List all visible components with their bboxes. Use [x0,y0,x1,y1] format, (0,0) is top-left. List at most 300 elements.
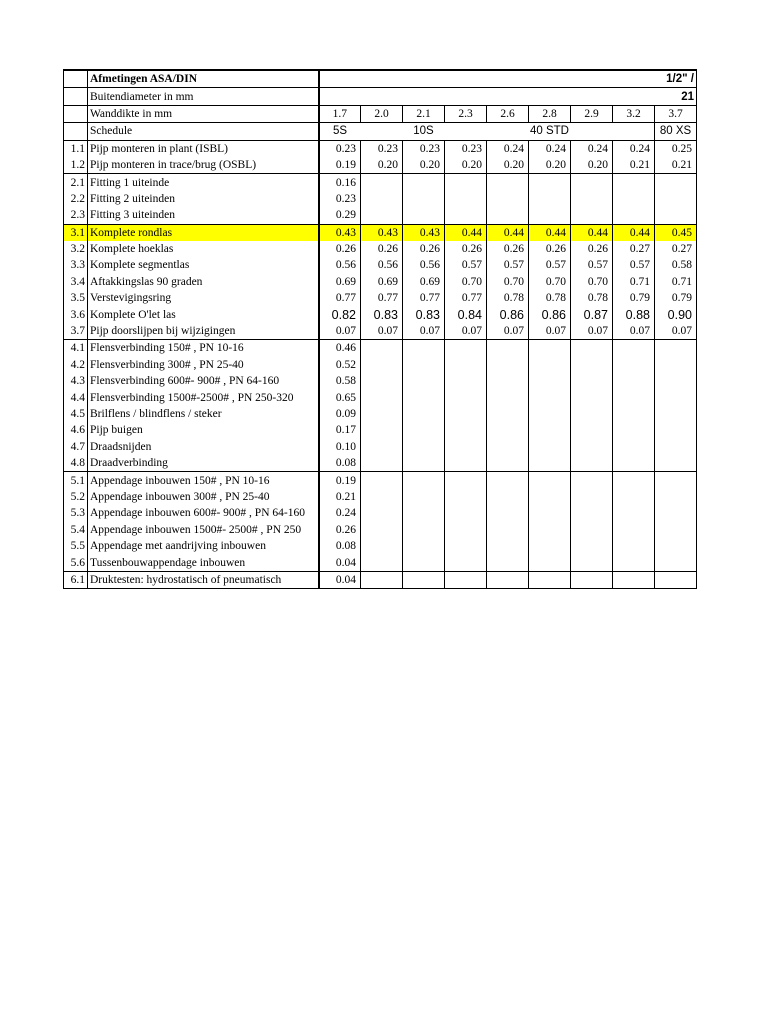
row-value [571,357,613,373]
row-value: 0.26 [487,241,529,257]
row-value [445,174,487,191]
row-value [655,422,697,438]
table-row [64,274,697,290]
row-value: 0.27 [655,241,697,257]
row-value: 0.29 [319,207,361,224]
row-value: 0.57 [571,257,613,273]
row-value: 0.21 [319,489,361,505]
row-value [403,406,445,422]
row-value [655,207,697,224]
row-id: 3.4 [64,274,88,290]
row-value [445,554,487,571]
row-value [529,191,571,207]
row-value [529,373,571,389]
row-value: 0.78 [571,290,613,306]
schedule-40-std: 40 STD [487,123,613,140]
row-value [487,554,529,571]
row-value [613,571,655,588]
row-value: 0.25 [655,140,697,157]
row-value: 0.69 [319,274,361,290]
row-value [361,455,403,472]
index-cell [64,88,88,105]
row-value [571,522,613,538]
row-value [487,174,529,191]
row-value [655,174,697,191]
row-label: Appendage inbouwen 600#- 900# , PN 64-160 [88,505,319,521]
row-id: 5.1 [64,472,88,489]
row-value [487,522,529,538]
row-value: 0.09 [319,406,361,422]
row-value [529,455,571,472]
row-value [655,489,697,505]
row-value: 0.86 [529,306,571,322]
row-value: 0.20 [361,157,403,174]
row-value: 0.07 [529,323,571,340]
table-row [64,323,697,340]
row-value: 0.57 [613,257,655,273]
row-id: 4.1 [64,340,88,357]
row-id: 3.3 [64,257,88,273]
row-value [361,406,403,422]
row-id: 4.5 [64,406,88,422]
row-value: 0.77 [361,290,403,306]
row-value: 0.44 [529,224,571,241]
row-value [613,439,655,455]
wall-value: 2.8 [529,105,571,122]
row-value: 0.08 [319,538,361,554]
row-value: 0.90 [655,306,697,322]
header-row-wall [64,105,697,122]
row-label: Fitting 3 uiteinden [88,207,319,224]
row-id: 4.2 [64,357,88,373]
row-value: 0.26 [571,241,613,257]
row-value [403,422,445,438]
row-value [403,357,445,373]
row-value: 0.20 [487,157,529,174]
row-id: 3.7 [64,323,88,340]
table-row [64,505,697,521]
table-row [64,489,697,505]
index-cell [64,105,88,122]
row-id: 1.2 [64,157,88,174]
row-value: 0.26 [403,241,445,257]
row-value: 0.23 [445,140,487,157]
row-value: 0.04 [319,571,361,588]
row-value [487,489,529,505]
row-value [655,357,697,373]
row-value: 0.20 [445,157,487,174]
row-value [487,439,529,455]
row-value [613,340,655,357]
wall-value: 2.9 [571,105,613,122]
row-value: 0.19 [319,157,361,174]
wall-value: 2.6 [487,105,529,122]
row-value [403,174,445,191]
table-row [64,357,697,373]
row-value [529,538,571,554]
row-value: 0.58 [319,373,361,389]
row-value [403,207,445,224]
row-label: Pijp doorslijpen bij wijzigingen [88,323,319,340]
row-value [613,538,655,554]
table-row [64,174,697,191]
row-id: 5.2 [64,489,88,505]
row-value [445,505,487,521]
row-value: 0.56 [403,257,445,273]
table-title: Afmetingen ASA/DIN [88,70,319,88]
row-value: 0.45 [655,224,697,241]
row-value [655,538,697,554]
row-value [487,455,529,472]
wall-value: 3.2 [613,105,655,122]
row-value [361,174,403,191]
row-label: Appendage met aandrijving inbouwen [88,538,319,554]
row-value [361,207,403,224]
row-value [445,538,487,554]
row-id: 3.6 [64,306,88,322]
row-value: 0.24 [613,140,655,157]
row-value [403,489,445,505]
row-value: 0.26 [319,241,361,257]
row-value: 0.43 [361,224,403,241]
row-value: 0.07 [319,323,361,340]
row-value: 0.70 [487,274,529,290]
row-value [403,505,445,521]
header-row-title [64,70,697,88]
row-label: Druktesten: hydrostatisch of pneumatisch [88,571,319,588]
row-value [529,406,571,422]
row-value: 0.43 [319,224,361,241]
row-value [655,522,697,538]
row-value [445,373,487,389]
row-id: 2.3 [64,207,88,224]
row-value: 0.17 [319,422,361,438]
row-value [445,191,487,207]
row-value: 0.79 [613,290,655,306]
row-value [529,422,571,438]
row-value [487,422,529,438]
row-value [403,373,445,389]
row-value [487,207,529,224]
outer-diameter-label: Buitendiameter in mm [88,88,319,105]
row-id: 2.2 [64,191,88,207]
row-value: 0.21 [655,157,697,174]
row-label: Pijp monteren in plant (ISBL) [88,140,319,157]
row-value [529,357,571,373]
table-row [64,306,697,322]
schedule-label: Schedule [88,123,319,140]
row-value [613,389,655,405]
wall-value: 1.7 [319,105,361,122]
table-row [64,472,697,489]
row-label: Pijp buigen [88,422,319,438]
row-value [361,538,403,554]
row-value: 0.10 [319,439,361,455]
table-row [64,191,697,207]
table-row [64,554,697,571]
row-value [613,174,655,191]
row-value [571,455,613,472]
row-id: 5.5 [64,538,88,554]
row-value: 0.16 [319,174,361,191]
row-value: 0.24 [571,140,613,157]
row-value [655,554,697,571]
table-row [64,439,697,455]
row-value [487,406,529,422]
row-id: 3.1 [64,224,88,241]
table-row [64,422,697,438]
row-label: Draadverbinding [88,455,319,472]
row-value [361,522,403,538]
wall-thickness-label: Wanddikte in mm [88,105,319,122]
row-value: 0.26 [445,241,487,257]
table-row [64,522,697,538]
row-value: 0.78 [529,290,571,306]
row-value [361,571,403,588]
row-value: 0.77 [403,290,445,306]
row-value: 0.77 [445,290,487,306]
row-value [655,340,697,357]
table-row [64,406,697,422]
row-value: 0.84 [445,306,487,322]
row-value [487,571,529,588]
row-value [445,340,487,357]
row-value [529,571,571,588]
row-value: 0.21 [613,157,655,174]
row-value [655,571,697,588]
row-id: 4.3 [64,373,88,389]
row-value [487,472,529,489]
row-value: 0.82 [319,306,361,322]
row-value [655,389,697,405]
row-value [571,340,613,357]
row-value: 0.52 [319,357,361,373]
row-value [613,207,655,224]
row-value [655,505,697,521]
row-value [403,538,445,554]
row-value [445,439,487,455]
row-value: 0.08 [319,455,361,472]
row-value [529,505,571,521]
row-value [487,389,529,405]
row-id: 4.4 [64,389,88,405]
row-value: 0.43 [403,224,445,241]
row-value [487,538,529,554]
table-row [64,207,697,224]
row-label: Appendage inbouwen 150# , PN 10-16 [88,472,319,489]
row-value [403,455,445,472]
table-row [64,157,697,174]
row-value [613,522,655,538]
row-value: 0.46 [319,340,361,357]
row-value [445,489,487,505]
row-value: 0.23 [319,191,361,207]
row-value [571,207,613,224]
row-label: Flensverbinding 150# , PN 10-16 [88,340,319,357]
row-value [403,522,445,538]
row-value [361,489,403,505]
row-value: 0.23 [403,140,445,157]
table-row [64,373,697,389]
row-value [403,439,445,455]
row-label: Flensverbinding 600#- 900# , PN 64-160 [88,373,319,389]
row-value [571,489,613,505]
wall-value: 2.3 [445,105,487,122]
row-value: 0.57 [487,257,529,273]
row-value: 0.20 [403,157,445,174]
row-value [445,571,487,588]
row-value: 0.57 [445,257,487,273]
row-value: 0.56 [319,257,361,273]
row-value [613,489,655,505]
table-row [64,571,697,588]
row-value [571,571,613,588]
schedule-empty [613,123,655,140]
row-value [613,373,655,389]
row-id: 5.6 [64,554,88,571]
row-value: 0.24 [487,140,529,157]
row-value: 0.23 [361,140,403,157]
row-value [487,340,529,357]
row-value [529,554,571,571]
row-value [613,191,655,207]
table-row [64,538,697,554]
row-value: 0.44 [487,224,529,241]
row-value: 0.07 [613,323,655,340]
row-value: 0.26 [319,522,361,538]
schedule-80-xs: 80 XS [655,123,697,140]
row-id: 3.2 [64,241,88,257]
row-value [529,439,571,455]
row-label: Fitting 2 uiteinden [88,191,319,207]
row-label: Brilflens / blindflens / steker [88,406,319,422]
row-label: Flensverbinding 300# , PN 25-40 [88,357,319,373]
row-value: 0.07 [361,323,403,340]
row-value [361,357,403,373]
row-value [529,207,571,224]
row-value: 0.78 [487,290,529,306]
row-value [403,389,445,405]
row-value [571,389,613,405]
row-value [571,406,613,422]
row-value: 0.27 [613,241,655,257]
row-value [613,472,655,489]
row-label: Verstevigingsring [88,290,319,306]
row-value [655,373,697,389]
row-value [361,340,403,357]
row-value: 0.56 [361,257,403,273]
row-value [613,455,655,472]
row-value: 0.26 [361,241,403,257]
row-value [571,554,613,571]
row-label: Draadsnijden [88,439,319,455]
row-value: 0.07 [487,323,529,340]
table-row [64,224,697,241]
row-value [361,554,403,571]
row-id: 2.1 [64,174,88,191]
row-value [529,389,571,405]
row-id: 5.3 [64,505,88,521]
row-value [571,191,613,207]
row-label: Komplete O'let las [88,306,319,322]
table-row [64,340,697,357]
row-value [571,538,613,554]
schedule-5s: 5S [319,123,361,140]
row-label: Flensverbinding 1500#-2500# , PN 250-320 [88,389,319,405]
row-value [445,406,487,422]
row-label: Appendage inbouwen 1500#- 2500# , PN 250 [88,522,319,538]
row-id: 3.5 [64,290,88,306]
row-value: 0.23 [319,140,361,157]
row-value: 0.26 [529,241,571,257]
row-value: 0.57 [529,257,571,273]
schedule-10s: 10S [403,123,445,140]
row-value [571,373,613,389]
row-value [655,406,697,422]
row-value [445,472,487,489]
row-value: 0.70 [571,274,613,290]
row-value: 0.20 [529,157,571,174]
row-value [487,505,529,521]
row-value [445,455,487,472]
row-value: 0.70 [529,274,571,290]
row-value: 0.88 [613,306,655,322]
row-value: 0.04 [319,554,361,571]
row-value [655,191,697,207]
row-value [487,191,529,207]
wall-value: 2.1 [403,105,445,122]
row-value [571,505,613,521]
wall-value: 2.0 [361,105,403,122]
row-value [403,472,445,489]
row-value [487,357,529,373]
row-id: 4.7 [64,439,88,455]
row-value: 0.83 [361,306,403,322]
row-value: 0.69 [403,274,445,290]
row-value: 0.07 [571,323,613,340]
row-value [613,422,655,438]
row-value [445,422,487,438]
row-label: Komplete segmentlas [88,257,319,273]
row-value [529,522,571,538]
table-row [64,455,697,472]
row-value: 0.20 [571,157,613,174]
row-value [445,522,487,538]
table-row [64,241,697,257]
pipe-labor-table [63,69,697,589]
row-value [403,191,445,207]
row-value [571,422,613,438]
row-value [361,505,403,521]
row-value: 0.24 [529,140,571,157]
row-value: 0.44 [445,224,487,241]
row-value: 0.69 [361,274,403,290]
index-cell [64,70,88,88]
row-value [613,505,655,521]
row-value [613,406,655,422]
row-value [445,357,487,373]
row-value: 0.71 [613,274,655,290]
row-value: 0.77 [319,290,361,306]
table-row [64,389,697,405]
row-id: 1.1 [64,140,88,157]
row-value: 0.44 [613,224,655,241]
row-value [655,455,697,472]
row-value: 0.19 [319,472,361,489]
row-value [571,439,613,455]
row-value: 0.86 [487,306,529,322]
row-value [571,472,613,489]
